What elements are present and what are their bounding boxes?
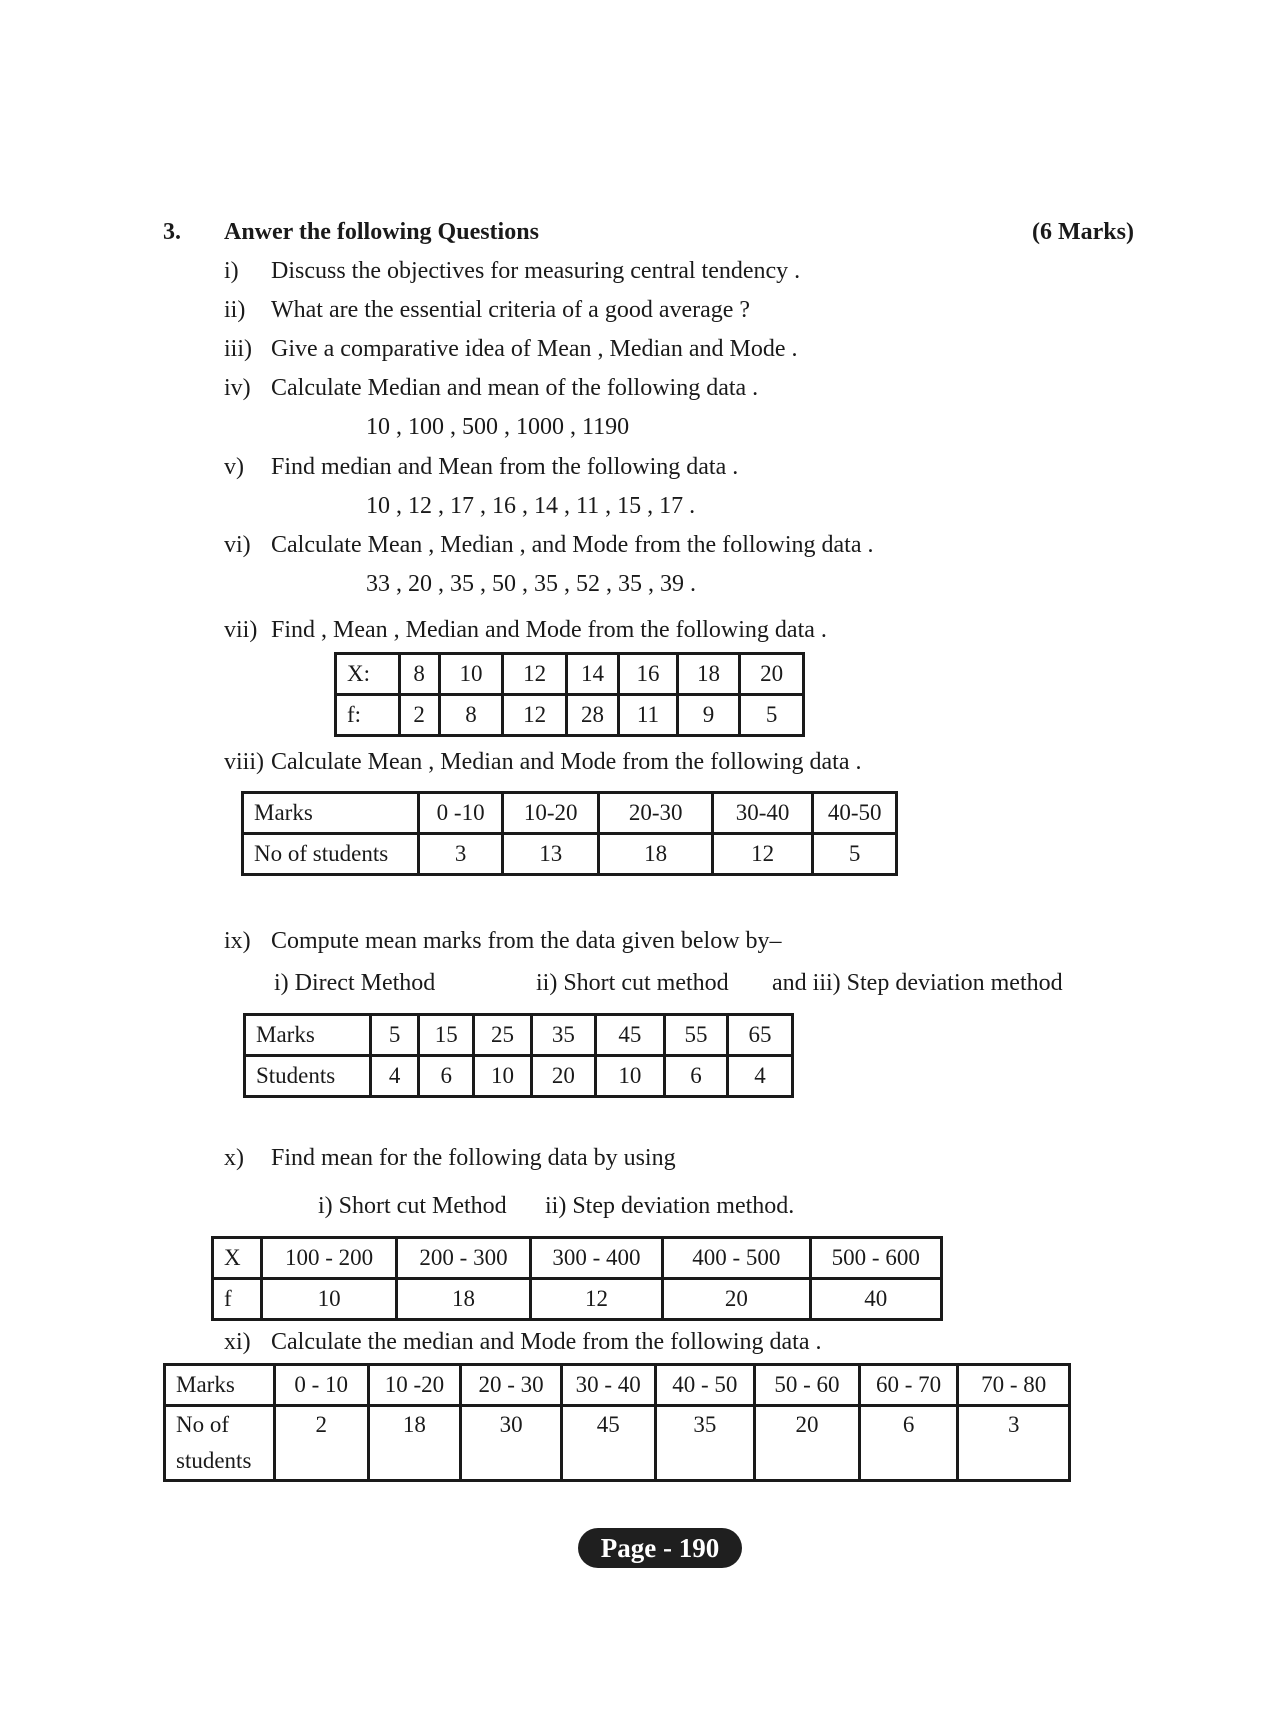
table-cell: f: [213, 1279, 262, 1320]
question-number: xi): [224, 1329, 251, 1355]
table-cell: 20: [663, 1279, 810, 1320]
table-cell: 18: [599, 834, 712, 875]
method-shortcut: ii) Short cut method: [536, 970, 729, 996]
question-number: ii): [224, 297, 246, 323]
table-x: [211, 1236, 943, 1321]
table-vii: [334, 652, 805, 737]
table-cell: 3: [958, 1406, 1070, 1481]
table-cell: 40: [810, 1279, 941, 1320]
table-cell: 12: [503, 654, 567, 695]
table-cell: 10: [595, 1056, 664, 1097]
table-cell: 45: [561, 1406, 655, 1481]
table-cell: 6: [859, 1406, 958, 1481]
question-number: vii): [224, 617, 258, 643]
table-cell: 9: [677, 695, 740, 736]
table-cell: 20: [531, 1056, 595, 1097]
table-cell: 30 - 40: [561, 1365, 655, 1406]
table-row: [245, 1015, 793, 1056]
table-cell: X:: [336, 654, 400, 695]
method-step-deviation: ii) Step deviation method.: [545, 1193, 795, 1219]
question-text: Compute mean marks from the data given below by–: [271, 928, 782, 954]
question-text: Discuss the objectives for measuring central tendency .: [271, 258, 801, 284]
table-cell: 55: [664, 1015, 727, 1056]
table-cell: 20 - 30: [461, 1365, 562, 1406]
table-cell: No of students: [243, 834, 419, 875]
table-cell: 13: [502, 834, 599, 875]
question-text: Calculate Mean , Median , and Mode from the following data .: [271, 532, 874, 558]
table-row: [213, 1279, 942, 1320]
table-cell: 8: [439, 695, 503, 736]
table-cell: 30-40: [712, 793, 812, 834]
table-cell: 12: [530, 1279, 662, 1320]
table-cell: 35: [655, 1406, 755, 1481]
table-row: [245, 1056, 793, 1097]
question-number: iii): [224, 336, 252, 362]
question-text: Find median and Mean from the following data .: [271, 454, 739, 480]
table-ix: [243, 1013, 794, 1098]
question-text: Find mean for the following data by using: [271, 1145, 676, 1171]
question-data: 33 , 20 , 35 , 50 , 35 , 52 , 35 , 39 .: [366, 571, 696, 597]
question-text: Calculate Median and mean of the following data .: [271, 375, 759, 401]
question-number: viii): [224, 749, 264, 775]
table-cell: Marks: [165, 1365, 275, 1406]
table-cell: 10: [474, 1056, 532, 1097]
method-step-deviation: and iii) Step deviation method: [772, 970, 1063, 996]
table-row: [213, 1238, 942, 1279]
table-cell: 400 - 500: [663, 1238, 810, 1279]
table-cell: 10 -20: [368, 1365, 461, 1406]
question-number: i): [224, 258, 239, 284]
table-cell: 18: [368, 1406, 461, 1481]
table-cell: 40-50: [813, 793, 897, 834]
question-text: Calculate Mean , Median and Mode from the following data .: [271, 749, 862, 775]
table-cell: 300 - 400: [530, 1238, 662, 1279]
table-cell: [165, 1406, 275, 1481]
table-cell: 18: [397, 1279, 530, 1320]
table-cell: 500 - 600: [810, 1238, 941, 1279]
page-number-badge: Page - 190: [578, 1528, 742, 1568]
question-text: What are the essential criteria of a good average ?: [271, 297, 751, 323]
table-cell: 20: [740, 654, 804, 695]
section-marks: (6 Marks): [1032, 219, 1134, 245]
section-number: 3.: [163, 219, 181, 245]
table-cell: 0 - 10: [274, 1365, 368, 1406]
table-cell: 10: [439, 654, 503, 695]
table-cell: 4: [727, 1056, 792, 1097]
table-cell: 70 - 80: [958, 1365, 1070, 1406]
table-cell: 5: [813, 834, 897, 875]
question-number: vi): [224, 532, 251, 558]
table-cell: 15: [419, 1015, 474, 1056]
table-cell: 0 -10: [419, 793, 503, 834]
table-cell: Students: [245, 1056, 371, 1097]
table-row: [165, 1365, 1070, 1406]
table-cell-line: No of: [176, 1412, 230, 1437]
question-data: 10 , 12 , 17 , 16 , 14 , 11 , 15 , 17 .: [366, 493, 696, 519]
table-cell: 25: [474, 1015, 532, 1056]
table-cell: 50 - 60: [755, 1365, 860, 1406]
table-cell: 6: [419, 1056, 474, 1097]
table-cell: 200 - 300: [397, 1238, 530, 1279]
table-row: [336, 695, 804, 736]
table-cell: 30: [461, 1406, 562, 1481]
method-shortcut: i) Short cut Method: [318, 1193, 507, 1219]
table-cell: Marks: [245, 1015, 371, 1056]
section-title: Anwer the following Questions: [224, 219, 539, 245]
table-cell: 2: [274, 1406, 368, 1481]
table-cell: 28: [566, 695, 618, 736]
question-number: v): [224, 454, 244, 480]
question-number: x): [224, 1145, 244, 1171]
table-cell: 16: [619, 654, 678, 695]
question-data: 10 , 100 , 500 , 1000 , 1190: [366, 414, 630, 440]
question-text: Calculate the median and Mode from the following data .: [271, 1329, 822, 1355]
table-cell: 2: [399, 695, 439, 736]
table-cell: f:: [336, 695, 400, 736]
question-number: iv): [224, 375, 251, 401]
table-cell: 5: [740, 695, 804, 736]
table-xi: [163, 1363, 1071, 1482]
table-cell: 18: [677, 654, 740, 695]
table-viii: [241, 791, 898, 876]
table-cell: X: [213, 1238, 262, 1279]
table-row: [243, 793, 897, 834]
table-cell: 65: [727, 1015, 792, 1056]
table-cell: 45: [595, 1015, 664, 1056]
table-cell: 10-20: [502, 793, 599, 834]
table-cell: 12: [712, 834, 812, 875]
table-cell: 6: [664, 1056, 727, 1097]
table-cell: 10: [261, 1279, 396, 1320]
table-cell-line: students: [176, 1448, 252, 1473]
question-number: ix): [224, 928, 251, 954]
question-text: Give a comparative idea of Mean , Median and Mode .: [271, 336, 798, 362]
table-cell: 14: [566, 654, 618, 695]
table-cell: 20: [755, 1406, 860, 1481]
table-cell: Marks: [243, 793, 419, 834]
table-row: [336, 654, 804, 695]
table-cell: 4: [370, 1056, 419, 1097]
table-cell: 35: [531, 1015, 595, 1056]
table-cell: 20-30: [599, 793, 712, 834]
table-cell: 8: [399, 654, 439, 695]
table-cell: 5: [370, 1015, 419, 1056]
method-direct: i) Direct Method: [274, 970, 436, 996]
table-row: [165, 1406, 1070, 1481]
table-cell: 40 - 50: [655, 1365, 755, 1406]
table-cell: 3: [419, 834, 503, 875]
table-cell: 100 - 200: [261, 1238, 396, 1279]
table-cell: 60 - 70: [859, 1365, 958, 1406]
table-cell: 11: [619, 695, 678, 736]
question-text: Find , Mean , Median and Mode from the following data .: [271, 617, 827, 643]
table-cell: 12: [503, 695, 567, 736]
table-row: [243, 834, 897, 875]
